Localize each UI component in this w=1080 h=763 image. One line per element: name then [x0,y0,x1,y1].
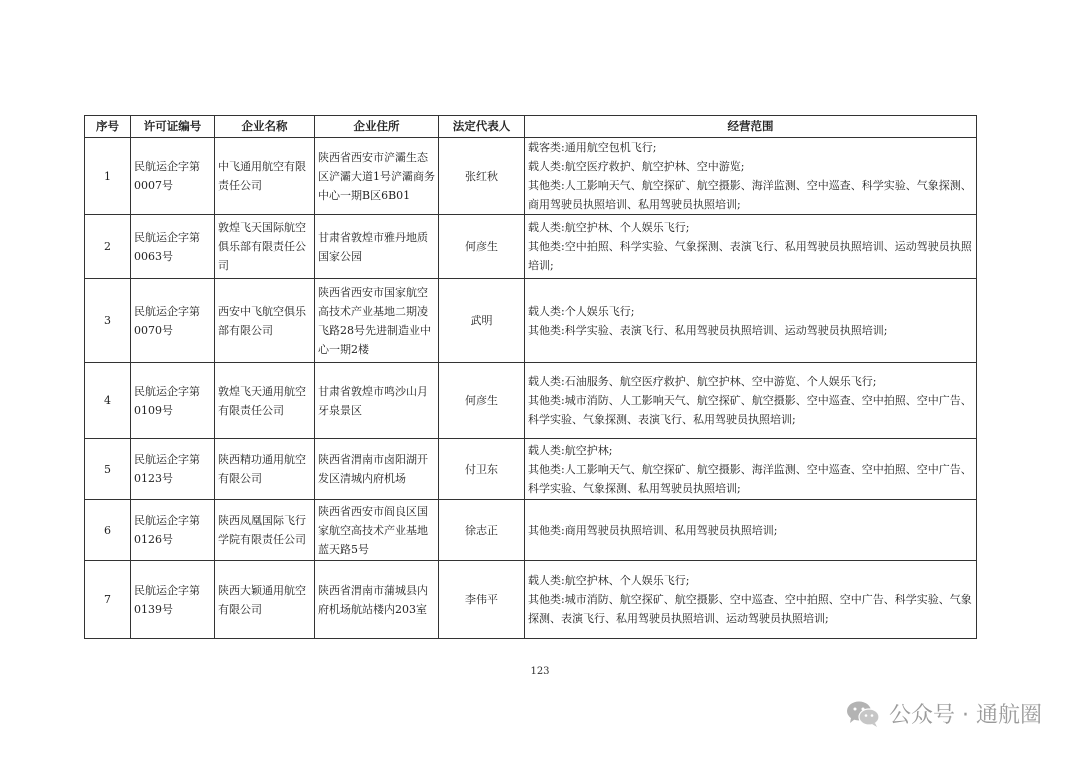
page-number: 123 [530,666,550,677]
cell-permit-no: 民航运企字第0063号 [131,215,215,279]
cell-business-scope [525,500,977,561]
cell-serial-no: 4 [85,363,131,439]
cell-business-scope [525,215,977,279]
table-row [85,561,977,639]
header-company-name: 企业名称 [215,116,315,138]
cell-permit-no: 民航运企字第0126号 [131,500,215,561]
header-legal-rep: 法定代表人 [439,116,525,138]
table-row [85,439,977,500]
scope-line: 其他类:商用驾驶员执照培训、私用驾驶员执照培训; [528,523,778,537]
header-business-scope: 经营范围 [525,116,977,138]
cell-company-address: 陕西省西安市浐灞生态区浐灞大道1号浐灞商务中心一期B区6B01 [315,138,439,215]
wechat-icon [845,700,881,728]
cell-serial-no: 3 [85,279,131,363]
scope-line: 载人类:航空医疗救护、航空护林、空中游览; [528,160,745,173]
cell-company-name: 陕西大颖通用航空有限公司 [215,561,315,639]
cell-business-scope [525,439,977,500]
scope-line: 载人类:航空护林、个人娱乐飞行; [528,574,690,587]
cell-company-name: 西安中飞航空俱乐部有限公司 [215,279,315,363]
scope-line: 载人类:个人娱乐飞行; [528,304,635,318]
cell-business-scope [525,138,977,215]
scope-line: 其他类:科学实验、表演飞行、私用驾驶员执照培训、运动驾驶员执照培训; [528,323,888,337]
cell-company-address: 甘肃省敦煌市鸣沙山月牙泉景区 [315,363,439,439]
cell-permit-no: 民航运企字第0109号 [131,363,215,439]
table-row [85,500,977,561]
cell-legal-rep: 张红秋 [439,138,525,215]
header-company-address: 企业住所 [315,116,439,138]
cell-serial-no: 2 [85,215,131,279]
watermark [845,698,1042,729]
cell-serial-no: 7 [85,561,131,639]
header-permit-no: 许可证编号 [131,116,215,138]
cell-company-address: 甘肃省敦煌市雅丹地质国家公园 [315,215,439,279]
table-row [85,363,977,439]
cell-legal-rep: 付卫东 [439,439,525,500]
cell-company-address: 陕西省西安市阎良区国家航空高技术产业基地蓝天路5号 [315,500,439,561]
cell-company-address: 陕西省渭南市卤阳湖开发区清城内府机场 [315,439,439,500]
cell-permit-no: 民航运企字第0070号 [131,279,215,363]
cell-legal-rep: 何彦生 [439,215,525,279]
cell-serial-no: 5 [85,439,131,500]
cell-company-address: 陕西省渭南市蒲城县内府机场航站楼内203室 [315,561,439,639]
cell-company-name: 陕西精功通用航空有限公司 [215,439,315,500]
scope-line: 载人类:航空护林; [528,443,613,457]
cell-legal-rep: 武明 [439,279,525,363]
scope-line: 其他类:城市消防、航空探矿、航空摄影、空中巡查、空中拍照、空中广告、科学实验、气象探测、表演飞行、私用驾驶员执照培训、运动驾驶员执照培训; [528,593,972,625]
table-header-row [85,116,977,138]
table-row [85,215,977,279]
cell-legal-rep: 徐志正 [439,500,525,561]
watermark-text: 公众号 · 通航圈 [889,703,1042,728]
table-row [85,138,977,215]
cell-permit-no: 民航运企字第0139号 [131,561,215,639]
scope-line: 其他类:空中拍照、科学实验、气象探测、表演飞行、私用驾驶员执照培训、运动驾驶员执照培训; [528,240,972,272]
scope-line: 其他类:城市消防、人工影响天气、航空探矿、航空摄影、空中巡查、空中拍照、空中广告、科学实验、气象探测、表演飞行、私用驾驶员执照培训; [528,394,972,426]
cell-company-name: 敦煌飞天通用航空有限责任公司 [215,363,315,439]
cell-company-name: 陕西凤凰国际飞行学院有限责任公司 [215,500,315,561]
cell-business-scope [525,363,977,439]
cell-serial-no: 6 [85,500,131,561]
cell-company-name: 敦煌飞天国际航空俱乐部有限责任公司 [215,215,315,279]
cell-legal-rep: 李伟平 [439,561,525,639]
scope-line: 其他类:人工影响天气、航空探矿、航空摄影、海洋监测、空中巡查、空中拍照、空中广告、科学实验、气象探测、私用驾驶员执照培训; [528,462,972,495]
permit-table [84,115,977,639]
cell-company-name: 中飞通用航空有限责任公司 [215,138,315,215]
cell-legal-rep: 何彦生 [439,363,525,439]
cell-serial-no: 1 [85,138,131,215]
header-serial-no: 序号 [85,116,131,138]
cell-business-scope [525,279,977,363]
scope-line: 载人类:石油服务、航空医疗救护、航空护林、空中游览、个人娱乐飞行; [528,375,877,388]
scope-line: 载人类:航空护林、个人娱乐飞行; [528,221,690,234]
scope-line: 载客类:通用航空包机飞行; [528,141,657,154]
cell-permit-no: 民航运企字第0007号 [131,138,215,215]
cell-permit-no: 民航运企字第0123号 [131,439,215,500]
scope-line: 其他类:人工影响天气、航空探矿、航空摄影、海洋监测、空中巡查、科学实验、气象探测、商用驾驶员执照培训、私用驾驶员执照培训; [528,179,972,211]
table-row [85,279,977,363]
cell-business-scope [525,561,977,639]
cell-company-address: 陕西省西安市国家航空高技术产业基地二期凌飞路28号先进制造业中心一期2楼 [315,279,439,363]
